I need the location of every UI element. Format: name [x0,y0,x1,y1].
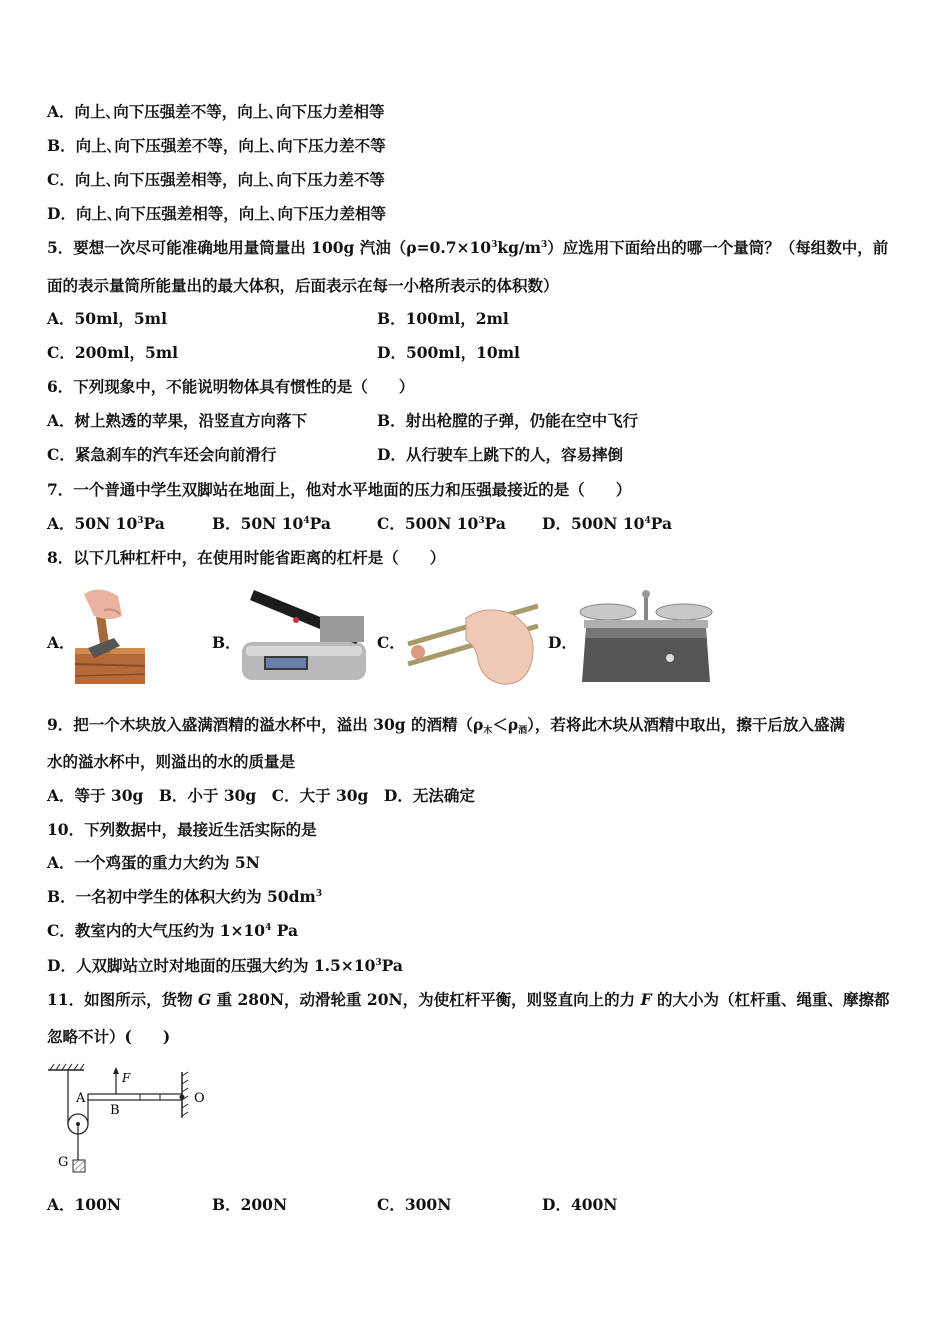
chopsticks-lever-image [402,600,544,688]
q10-stem: 10．下列数据中，最接近生活实际的是 [47,820,317,839]
q11-option-d: D．400N [542,1195,618,1214]
label-g: G [58,1155,69,1170]
q5-option-a: A．50ml，5ml [47,309,167,328]
q5-option-b: B．100ml，2ml [377,309,509,328]
q6-stem: 6．下列现象中，不能说明物体具有惯性的是（ ） [47,377,415,396]
q6-option-a: A．树上熟透的苹果，沿竖直方向落下 [47,411,308,430]
label-f: F [122,1071,131,1085]
hammer-lever-image [70,586,150,686]
q7-option-c: C．500N $10^3Pa$ [377,514,506,533]
q8-label-b: B． [212,633,241,652]
q4-option-b: B．向上､向下压强差不等，向上､向下压力差不等 [47,136,386,155]
q11-stem-line1: 11．如图所示，货物 G 重 280N，动滑轮重 20N，为使杠杆平衡，则竖直向上的力 F 的大小为（杠杆重、绳重、摩擦都 [47,990,890,1009]
label-b: B [110,1103,120,1118]
q6-option-b: B．射出枪膛的子弹，仍能在空中飞行 [377,411,639,430]
q7-option-b: B．50N $10^4Pa$ [212,514,331,533]
q6-option-d: D．从行驶车上跳下的人，容易摔倒 [377,445,623,464]
q11-option-a: A．100N [47,1195,122,1214]
label-o: O [194,1091,205,1106]
q8-label-a: A． [47,633,75,652]
q5-stem-line1: 5．要想一次尽可能准确地用量筒量出 100g 汽油$(\rho=0.7\times 10^3kg/m^3)$应选用下面给出的哪一个量筒？（每组数中，前 [47,238,889,257]
q11-option-b: B．200N [212,1195,288,1214]
q7-option-d: D．500N $10^4Pa$ [542,514,672,533]
balance-scale-image [576,586,716,686]
q9-stem-line2: 水的溢水杯中，则溢出的水的质量是 [47,752,296,771]
q9-options: A．等于 30g B．小于 30g C．大于 30g D．无法确定 [47,786,475,805]
label-a: A [76,1091,86,1106]
q7-stem: 7．一个普通中学生双脚站在地面上，他对水平地面的压力和压强最接近的是（ ） [47,480,632,499]
q8-stem: 8．以下几种杠杆中，在使用时能省距离的杠杆是（ ） [47,548,446,567]
q10-option-d: D．人双脚站立时对地面的压强大约为 $1.5\times 10^3Pa$ [47,956,403,975]
q8-label-d: D． [548,633,577,652]
pulley-lever-diagram [44,1062,216,1182]
q4-option-d: D．向上､向下压强差相等，向上､向下压力差相等 [47,204,386,223]
q5-option-d: D．500ml，10ml [377,343,520,362]
stapler-lever-image [238,586,370,686]
q8-label-c: C． [377,633,405,652]
q5-stem-line2: 面的表示量筒所能量出的最大体积，后面表示在每一小格所表示的体积数） [47,276,559,295]
q7-option-a: A．50N $10^3Pa$ [47,514,165,533]
q4-option-c: C．向上､向下压强差相等，向上､向下压力差不等 [47,170,385,189]
q10-option-a: A．一个鸡蛋的重力大约为 5N [47,853,260,872]
q5-option-c: C．200ml，5ml [47,343,179,362]
q10-option-c: C．教室内的大气压约为 $1\times 10^4$ Pa [47,921,299,940]
q11-stem-line2: 忽略不计）( ) [47,1027,171,1046]
q4-option-a: A．向上､向下压强差不等，向上､向下压力差相等 [47,102,385,121]
q6-option-c: C．紧急刹车的汽车还会向前滑行 [47,445,277,464]
q10-option-b: B．一名初中学生的体积大约为 $50dm^3$ [47,887,323,906]
q11-option-c: C．300N [377,1195,452,1214]
q9-stem-line1: 9．把一个木块放入盛满酒精的溢水杯中，溢出 30g 的酒精$(\rho_木<\rho_酒)$，若将此木块从酒精中取出，擦干后放入盛满 [47,715,845,736]
